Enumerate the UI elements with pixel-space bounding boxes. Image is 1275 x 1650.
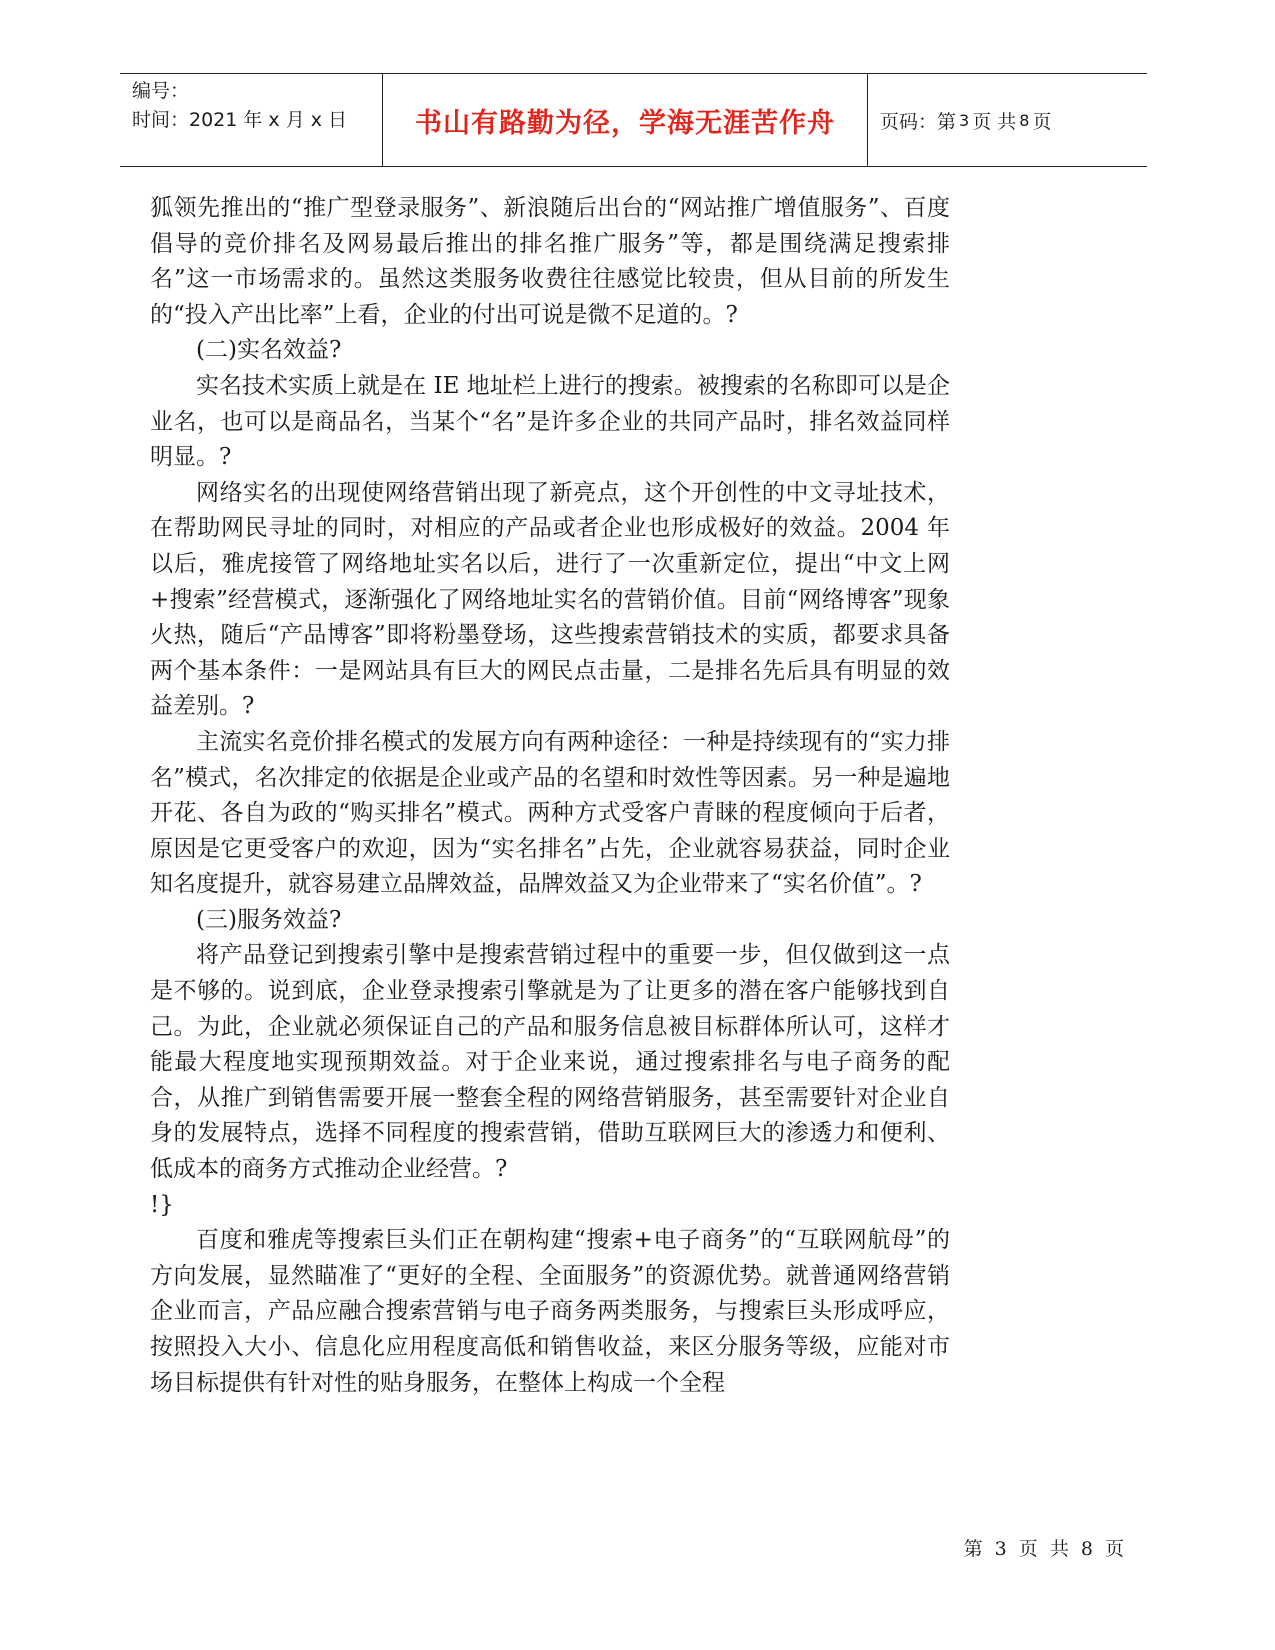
header-page-info (868, 74, 1147, 166)
page-footer: 第 3 页 共 8 页 (963, 1538, 1127, 1560)
page-suffix: 页 (1032, 110, 1052, 133)
page-header (120, 73, 1147, 167)
page-mid: 页 共 (972, 110, 1017, 133)
section-heading: (三)服务效益? (196, 906, 342, 933)
stray-mark: !} (150, 1191, 174, 1218)
page-prefix: 页码：第 (880, 110, 957, 133)
page-current: 3 (959, 110, 970, 130)
paragraph: 实名技术实质上就是在 IE 地址栏上进行的搜索。被搜索的名称即可以是企业名，也可以是商品名，当某个“名”是许多企业的共同产品时，排名效益同样明显。? (150, 372, 950, 471)
paragraph: 将产品登记到搜索引擎中是搜索营销过程中的重要一步，但仅做到这一点是不够的。说到底，企业登录搜索引擎就是为了让更多的潜在客户能够找到自己。为此，企业就必须保证自己的产品和服务信息被目标群体所认可，这样才能最大程度地实现预期效益。对于企业来说，通过搜索排名与电子商务的配合，从推广到销售需要开展一整套全程的网络营销服务，甚至需要针对企业自身的发展特点，选择不同程度的搜索营销，借助互联网巨大的渗透力和便利、低成本的商务方式推动企业经营。? (150, 942, 950, 1183)
document-body (150, 191, 950, 1401)
number-label: 编号： (132, 80, 190, 102)
header-motto-cell (383, 74, 868, 166)
header-meta (120, 74, 383, 166)
header-motto: 书山有路勤为径，学海无涯苦作舟 (415, 107, 835, 139)
section-heading: (二)实名效益? (196, 337, 342, 364)
paragraph: 网络实名的出现使网络营销出现了新亮点，这个开创性的中文寻址技术，在帮助网民寻址的同时，对相应的产品或者企业也形成极好的效益。2004 年以后，雅虎接管了网络地址实名以后，进行了一次重新定位，提出“中文上网+搜索”经营模式，逐渐强化了网络地址实名的营销价值。目前“网络博客”现象火热，随后“产品博客”即将粉墨登场，这些搜索营销技术的实质，都要求具备两个基本条件：一是网站具有巨大的网民点击量，二是排名先后具有明显的效益差别。? (150, 479, 950, 720)
time-label: 时间：2021 年 x 月 x 日 (132, 109, 348, 131)
paragraph: 主流实名竞价排名模式的发展方向有两种途径：一种是持续现有的“实力排名”模式，名次排定的依据是企业或产品的名望和时效性等因素。另一种是遍地开花、各自为政的“购买排名”模式。两种方式受客户青睐的程度倾向于后者，原因是它更受客户的欢迎，因为“实名排名”占先，企业就容易获益，同时企业知名度提升，就容易建立品牌效益，品牌效益又为企业带来了“实名价值”。? (150, 728, 950, 898)
paragraph: 百度和雅虎等搜索巨头们正在朝构建“搜索+电子商务”的“互联网航母”的方向发展，显然瞄准了“更好的全程、全面服务”的资源优势。就普通网络营销企业而言，产品应融合搜索营销与电子商务两类服务，与搜索巨头形成呼应，按照投入大小、信息化应用程度高低和销售收益，来区分服务等级，应能对市场目标提供有针对性的贴身服务，在整体上构成一个全程 (150, 1227, 950, 1396)
paragraph: 狐领先推出的“推广型登录服务”、新浪随后出台的“网站推广增值服务”、百度倡导的竞价排名及网易最后推出的排名推广服务”等，都是围绕满足搜索排名”这一市场需求的。虽然这类服务收费往往感觉比较贵，但从目前的所发生的“投入产出比率”上看，企业的付出可说是微不足道的。? (150, 195, 950, 328)
page-total: 8 (1019, 110, 1030, 130)
